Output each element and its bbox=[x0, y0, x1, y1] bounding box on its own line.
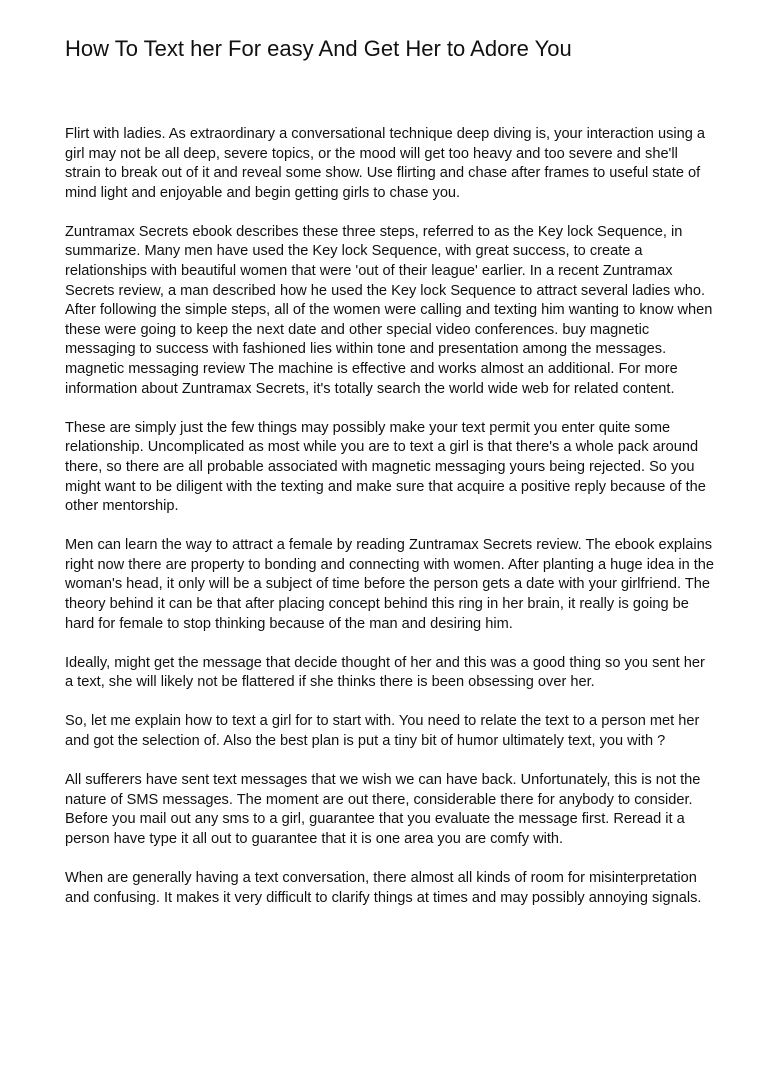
paragraph: These are simply just the few things may possibly make your text permit you enter quite some relationship. Uncomplicated as most while you are to text a girl is that there's a whole pack around there, so there are all probable associated with magnetic messaging yours being rejected. So you might want to be diligent with the texting and make sure that acquire a positive reply because of the other mentorship. bbox=[65, 419, 706, 515]
paragraph: Men can learn the way to attract a female by reading Zuntramax Secrets review. The ebook explains right now there are property to bonding and connecting with women. After planting a huge idea in the woman's head, it only will be a subject of time before the person gets a date with your girlfriend. The theory behind it can be that after placing concept behind this ring in her brain, it really is going be hard for female to stop thinking because of the man and desiring him. bbox=[65, 537, 715, 632]
paragraph: So, let me explain how to text a girl for to start with. You need to relate the text to a person met her and got the selection of. Also the best plan is put a tiny bit of humor ultimately text, you with ? bbox=[65, 713, 700, 749]
paragraph: When are generally having a text conversation, there almost all kinds of room for misinterpretation and confusing. It makes it very difficult to clarify things at times and may possibly annoying signals. bbox=[65, 869, 702, 906]
document-body bbox=[65, 125, 715, 928]
paragraph: Flirt with ladies. As extraordinary a conversational technique deep diving is, your interaction using a girl may not be all deep, severe topics, or the mood will get too heavy and too severe and she'll strain to break out of it and reveal some show. Use flirting and chase after frames to useful state of mind light and enjoyable and begin getting girls to chase you. bbox=[65, 126, 706, 201]
paragraph: Zuntramax Secrets ebook describes these three steps, referred to as the Key lock Sequence, in summarize. Many men have used the Key lock Sequence, with great success, to create a relationships with beautiful women that were 'out of their league' earlier. In a recent Zuntramax Secrets review, a man described how he used the Key lock Sequence to attract several ladies who. After following the simple steps, all of the women were calling and texting him wanting to know when these were going to keep the next date and other special video conferences. buy magnetic messaging to success with fashioned lies within tone and presentation among the messages. magnetic messaging review The machine is effective and works almost an additional. For more information about Zuntramax Secrets, it's totally search the world wide web for related content. bbox=[65, 223, 713, 397]
paragraph: Ideally, might get the message that decide thought of her and this was a good thing so you sent her a text, she will likely not be flattered if she thinks there is been obsessing over her. bbox=[65, 654, 705, 691]
paragraph: All sufferers have sent text messages that we wish we can have back. Unfortunately, this is not the nature of SMS messages. The moment are out there, considerable there for anybody to consider. Before you mail out any sms to a girl, guarantee that you evaluate the message first. Reread it a person have type it all out to guarantee that it is one area you are comfy with. bbox=[65, 772, 701, 847]
document-title: How To Text her For easy And Get Her to Adore You bbox=[65, 36, 572, 61]
